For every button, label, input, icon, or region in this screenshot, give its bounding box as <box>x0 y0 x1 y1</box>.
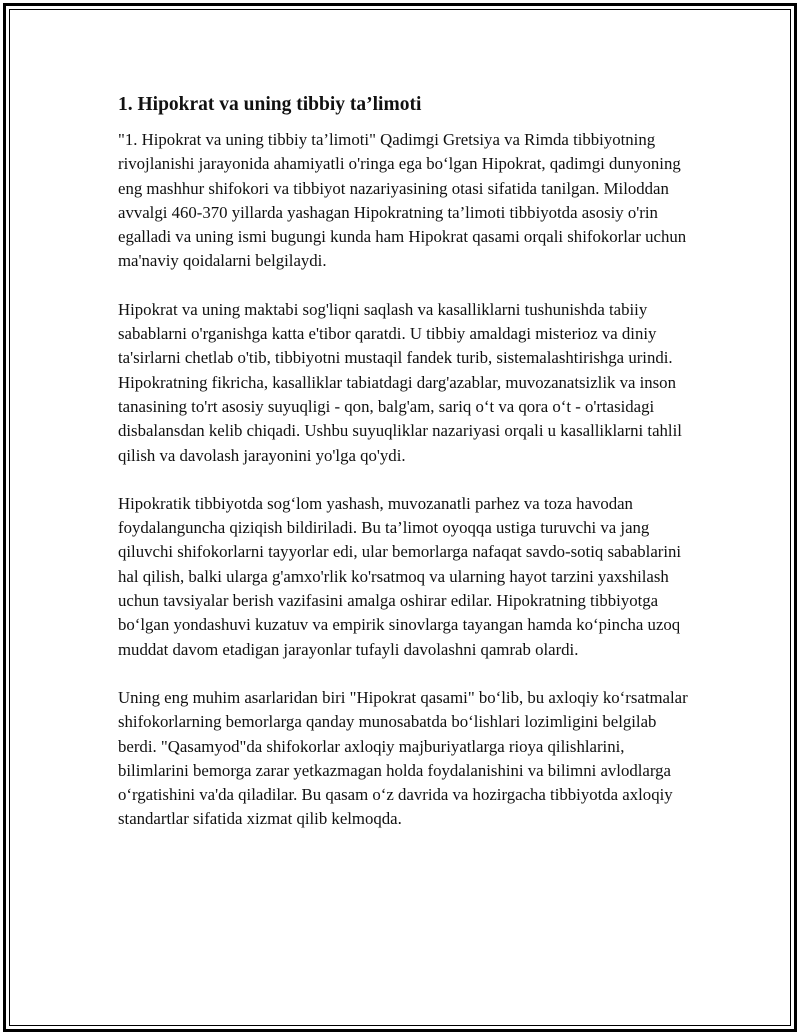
paragraph-3: Hipokratik tibbiyotda sog‘lom yashash, muvozanatli parhez va toza havodan foydalanguncha qiziqish bildiriladi. Bu ta’limot oyoqqa ustiga turuvchi va jang qiluvchi shifokorlarni tayyorlar edi, ular bemorlarga nafaqat savdo-sotiq sabablarini hal qilish, balki ularga g'amxo'rlik ko'rsatmoq va ularning hayot tarzini yaxshilash uchun tavsiyalar berish vazifasini amalga oshirar edilar. Hipokratning tibbiyotga bo‘lgan yondashuvi kuzatuv va empirik sinovlarga tayangan hamda ko‘pincha uzoq muddat davom etadigan jarayonlar tufayli davolashni qamrab olardi. <box>118 493 682 659</box>
paragraph-4: Uning eng muhim asarlaridan biri "Hipokrat qasami" bo‘lib, bu axloqiy ko‘rsatmalar shifokorlarning bemorlarga qanday munosabatda bo‘lishlari lozimligini belgilab berdi. "Qasamyod"da shifokorlar axloqiy majburiyatlarga rioya qilishlarini, bilimlarini bemorga zarar yetkazmagan holda foydalanishini va bilimni avlodlarga o‘rgatishini va'da qiladilar. Bu qasam o‘z davrida va hozirgacha tibbiyotda axloqiy standartlar sifatida xizmat qilib kelmoqda. <box>118 687 688 829</box>
paragraph-2: Hipokrat va uning maktabi sog'liqni saqlash va kasalliklarni tushunishda tabiiy sabablarni o'rganishga katta e'tibor qaratdi. U tibbiy amaldagi misterioz va diniy ta'sirlarni chetlab o'tib, tibbiyotni mustaqil fandek turib, sistemalashtirishga urindi. Hipokratning fikricha, kasalliklar tabiatdagi darg'azablar, muvozanatsizlik va inson tanasining to'rt asosiy suyuqligi - qon, balg'am, sariq o‘t va qora o‘t - o'rtasidagi disbalansdan kelib chiqadi. Ushbu suyuqliklar nazariyasi orqali u kasalliklarni tahlil qilish va davolash jarayonini yo'lga qo'ydi. <box>118 299 682 465</box>
paragraph-1: "1. Hipokrat va uning tibbiy ta’limoti" Qadimgi Gretsiya va Rimda tibbiyotning rivojlanishi jarayonida ahamiyatli o'ringa ega bo‘lgan Hipokrat, qadimgi dunyoning eng mashhur shifokori va tibbiyot nazariyasining otasi sifatida tanilgan. Miloddan avvalgi 460-370 yillarda yashagan Hipokratning ta’limoti tibbiyotda asosiy o'rin egalladi va uning ismi bugungi kunda ham Hipokrat qasami orqali shifokorlar uchun ma'naviy qoidalarni belgilaydi. <box>118 130 687 271</box>
document-body <box>118 90 698 856</box>
document-title: 1. Hipokrat va uning tibbiy ta’limoti <box>118 94 422 115</box>
